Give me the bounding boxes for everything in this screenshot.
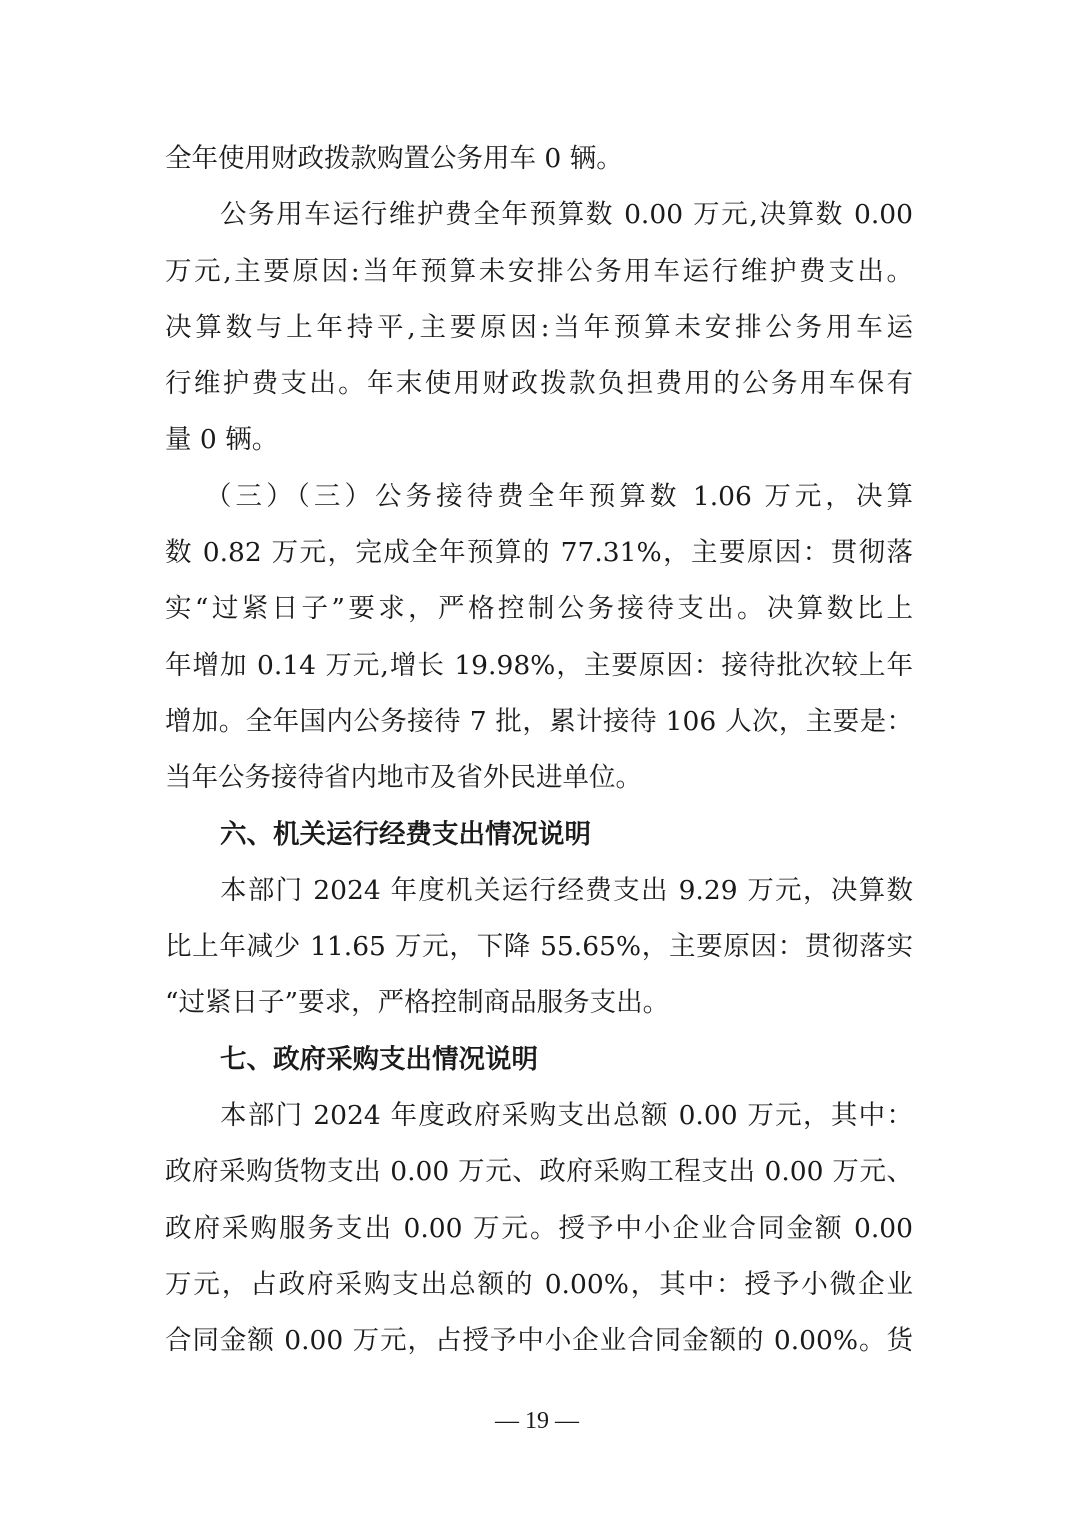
paragraph-line: 政府采购服务支出 0.00 万元。授予中小企业合同金额 0.00 — [165, 1212, 913, 1244]
paragraph-line: 本部门 2024 年度机关运行经费支出 9.29 万元，决算数 — [220, 874, 913, 906]
paragraph-line: 量 0 辆。 — [165, 424, 279, 456]
paragraph-line: 行维护费支出。年末使用财政拨款负担费用的公务用车保有 — [165, 368, 913, 400]
paragraph-line: 数 0.82 万元，完成全年预算的 77.31%，主要原因：贯彻落 — [165, 537, 913, 569]
paragraph-line: 增加。全年国内公务接待 7 批，累计接待 106 人次，主要是： — [165, 705, 913, 737]
paragraph-line: 公务用车运行维护费全年预算数 0.00 万元,决算数 0.00 — [220, 199, 913, 231]
paragraph-line: （三）（三）公务接待费全年预算数 1.06 万元，决算 — [205, 480, 913, 512]
section-heading-6: 六、机关运行经费支出情况说明 — [220, 818, 591, 850]
paragraph-line: 全年使用财政拨款购置公务用车 0 辆。 — [165, 143, 623, 174]
paragraph-line: 本部门 2024 年度政府采购支出总额 0.00 万元，其中： — [220, 1100, 913, 1132]
page-number: — 19 — — [495, 1408, 579, 1434]
document-body — [165, 131, 913, 1370]
paragraph-line: 政府采购货物支出 0.00 万元、政府采购工程支出 0.00 万元、 — [165, 1156, 913, 1188]
paragraph-line: 年增加 0.14 万元,增长 19.98%，主要原因：接待批次较上年 — [165, 649, 913, 681]
paragraph-line: 比上年减少 11.65 万元，下降 55.65%，主要原因：贯彻落实 — [165, 931, 913, 963]
paragraph-line: 实“过紧日子”要求，严格控制公务接待支出。决算数比上 — [165, 593, 913, 625]
paragraph-line: “过紧日子”要求，严格控制商品服务支出。 — [165, 987, 670, 1019]
paragraph-line: 万元,主要原因:当年预算未安排公务用车运行维护费支出。 — [165, 255, 913, 287]
paragraph-line: 当年公务接待省内地市及省外民进单位。 — [165, 762, 642, 794]
paragraph-line: 决算数与上年持平,主要原因:当年预算未安排公务用车运 — [165, 311, 913, 343]
paragraph-line: 万元，占政府采购支出总额的 0.00%，其中：授予小微企业 — [165, 1268, 913, 1300]
section-heading-7: 七、政府采购支出情况说明 — [220, 1043, 538, 1075]
paragraph-line: 合同金额 0.00 万元，占授予中小企业合同金额的 0.00%。货 — [165, 1325, 913, 1357]
